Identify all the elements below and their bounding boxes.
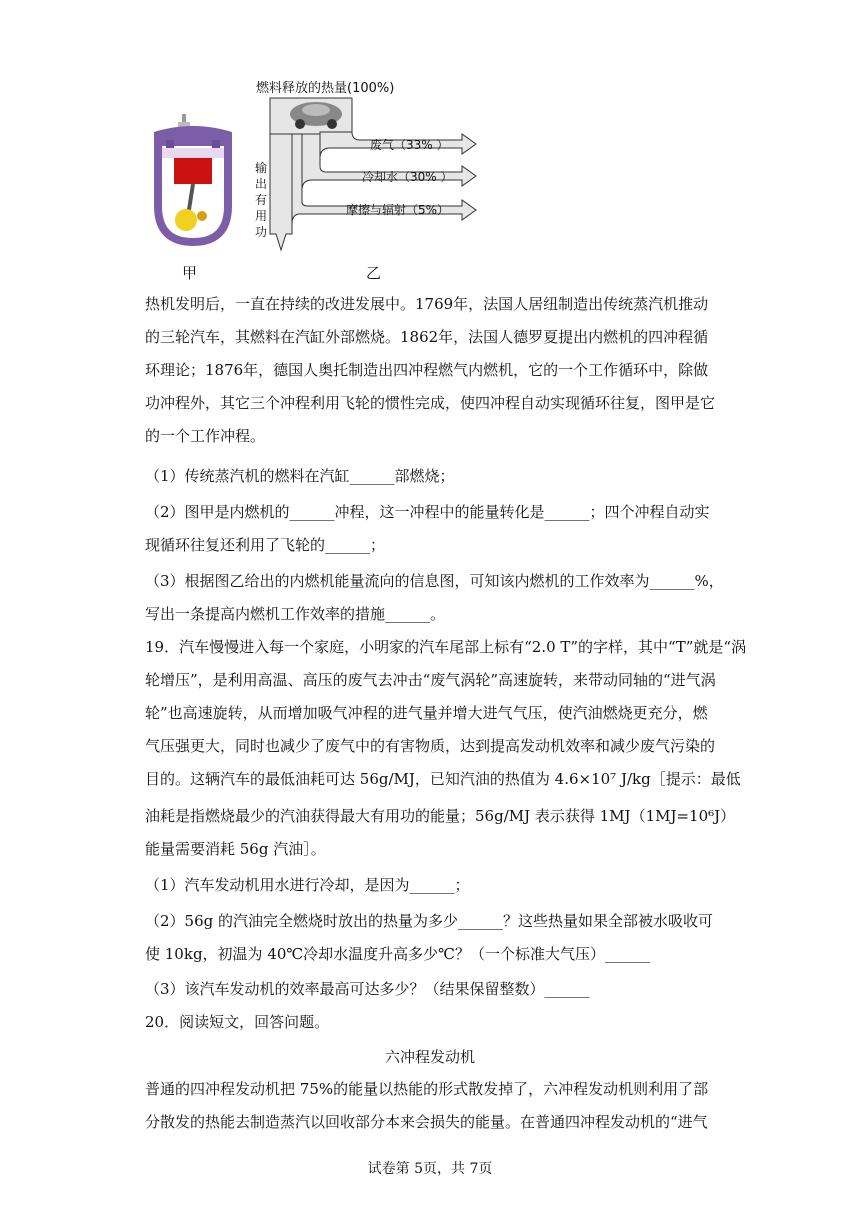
q19-line-5: 目的。这辆汽车的最低油耗可达 56g/MJ，已知汽油的热值为 4.6×10⁷ J/kg［提示：最低: [145, 770, 741, 788]
q20-line-2: 分散发的热能去制造蒸汽以回收部分本来会损失的能量。在普通四冲程发动机的“进气: [145, 1113, 708, 1131]
q18-sub3-b: 写出一条提高内燃机工作效率的措施______。: [145, 605, 446, 623]
page-footer: 试卷第 5页，共 7页: [367, 1161, 493, 1177]
q19-line-4: 气压强更大，同时也减少了废气中的有害物质，达到提高发动机效率和减少废气污染的: [145, 737, 716, 755]
q20-article-title: 六冲程发动机: [384, 1048, 475, 1066]
q18-intro-line-4: 功冲程外，其它三个冲程利用飞轮的惯性完成，使四冲程自动实现循环往复，图甲是它: [145, 394, 716, 412]
friction-label: 摩擦与辐射（5%）: [346, 203, 450, 217]
q19-sub1: （1）汽车发动机用水进行冷却，是因为______；: [145, 876, 470, 894]
exhaust-label: 废气（33% ）: [370, 138, 449, 152]
q18-sub2-b: 现循环往复还利用了飞轮的______；: [145, 536, 386, 554]
q19-line-3: 轮”也高速旋转，从而增加吸气冲程的进气量并增大进气气压，使汽油燃烧更充分，燃: [145, 704, 708, 722]
cooling-label: 冷却水（30% ）: [362, 170, 453, 184]
engine-cylinder-figure: [148, 112, 238, 248]
q20-stem: 20．阅读短文，回答问题。: [145, 1013, 330, 1031]
q18-sub1: （1）传统蒸汽机的燃料在汽缸______部燃烧；: [145, 467, 455, 485]
q18-sub3-a: （3）根据图乙给出的内燃机能量流向的信息图，可知该内燃机的工作效率为______%，: [145, 572, 724, 590]
q18-sub2-a: （2）图甲是内燃机的______冲程，这一冲程中的能量转化是______；四个冲程自动实: [145, 503, 710, 521]
q19-line-2: 轮增压”，是利用高温、高压的废气去冲击“废气涡轮”高速旋转，来带动同轴的“进气涡: [145, 671, 716, 689]
q19-line-7: 能量需要消耗 56g 汽油］。: [145, 840, 326, 858]
q19-sub3: （3）该汽车发动机的效率最高可达多少？（结果保留整数）______: [145, 980, 590, 998]
output-label-4: 功: [255, 225, 268, 239]
q18-intro-line-3: 环理论；1876年，德国人奥托制造出四冲程燃气内燃机，它的一个工作循环中，除做: [145, 361, 709, 379]
q20-line-1: 普通的四冲程发动机把 75%的能量以热能的形式散发掉了，六冲程发动机则利用了部: [145, 1080, 709, 1098]
figure-yi-caption: 乙: [366, 264, 382, 282]
q19-line-6: 油耗是指燃烧最少的汽油获得最大有用功的能量；56g/MJ 表示获得 1MJ（1MJ=10⁶J）: [145, 807, 736, 825]
output-label-2: 有: [255, 193, 268, 207]
output-label-0: 输: [255, 161, 268, 175]
q19-sub2-b: 使 10kg，初温为 40℃冷却水温度升高多少℃？（一个标准大气压）______: [145, 945, 650, 963]
q18-intro-line-5: 的一个工作冲程。: [145, 427, 266, 445]
q19-sub2-a: （2）56g 的汽油完全燃烧时放出的热量为多少______？这些热量如果全部被水吸收可: [145, 912, 714, 930]
output-label-1: 出: [255, 177, 268, 191]
output-label-3: 用: [255, 209, 268, 223]
energy-flow-top-label: 燃料释放的热量(100%): [256, 81, 395, 96]
q19-line-1: 19．汽车慢慢进入每一个家庭，小明家的汽车尾部上标有“2.0 T”的字样，其中“T”就是“涡: [145, 638, 747, 656]
q18-intro-line-1: 热机发明后，一直在持续的改进发展中。1769年，法国人居纽制造出传统蒸汽机推动: [145, 295, 709, 313]
q18-intro-line-2: 的三轮汽车，其燃料在汽缸外部燃烧。1862年，法国人德罗夏提出内燃机的四冲程循: [145, 328, 709, 346]
energy-flow-figure: [252, 74, 492, 254]
figure-jia-caption: 甲: [182, 264, 198, 282]
